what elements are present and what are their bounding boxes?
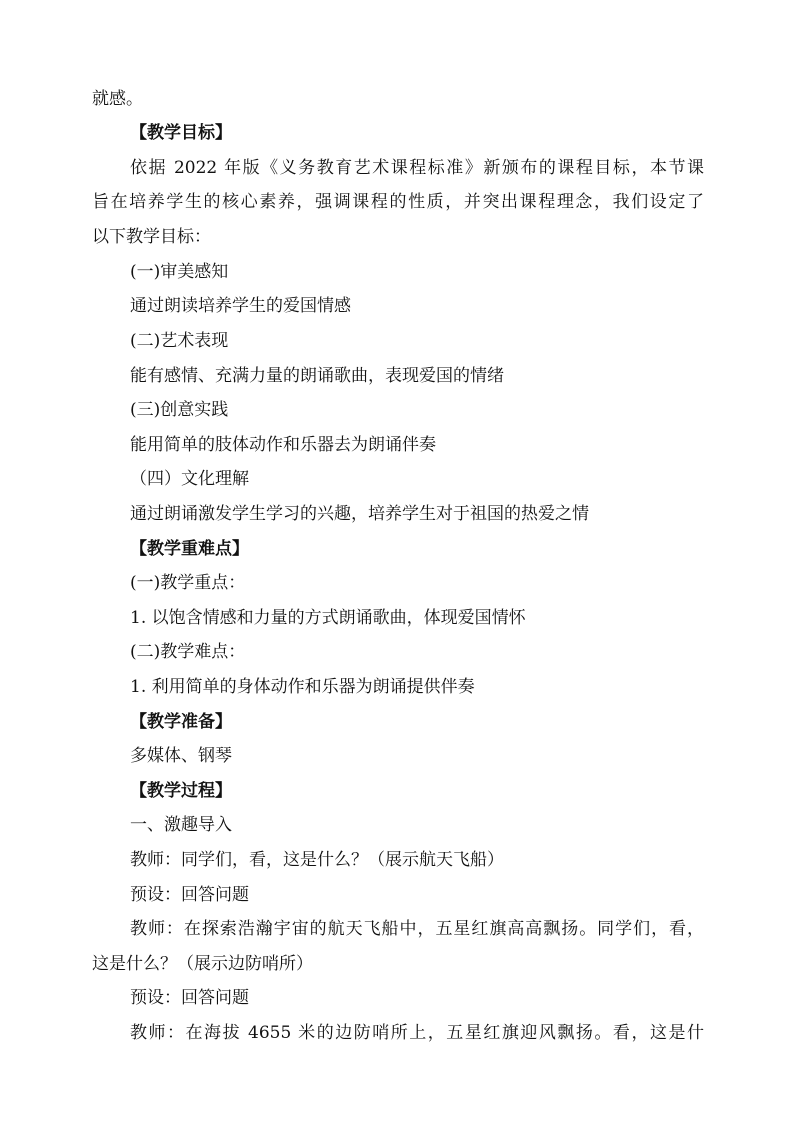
goal-1-text: 通过朗读培养学生的爱国情感: [130, 296, 351, 316]
goal-4-text: 通过朗诵激发学生学习的兴趣，培养学生对于祖国的热爱之情: [130, 504, 589, 524]
section-heading-process: 【教学过程】: [130, 781, 232, 801]
answer-line-1: 预设：回答问题: [130, 885, 249, 905]
key-point-2-title: (二)教学难点：: [130, 642, 246, 662]
goal-4-title: （四）文化理解: [130, 469, 249, 489]
key-point-1-text: 1. 以饱含情感和力量的方式朗诵歌曲，体现爱国情怀: [130, 608, 526, 628]
goals-intro-line-2: 旨在培养学生的核心素养，强调课程的性质，并突出课程理念，我们设定了: [92, 192, 704, 212]
section-heading-preparation: 【教学准备】: [130, 712, 232, 732]
goal-3-text: 能用简单的肢体动作和乐器去为朗诵伴奏: [130, 435, 436, 455]
answer-line-2: 预设：回答问题: [130, 988, 249, 1008]
goal-2-title: (二)艺术表现: [130, 331, 229, 351]
key-point-2-text: 1. 利用简单的身体动作和乐器为朗诵提供伴奏: [130, 677, 475, 697]
teacher-line-2b: 这是什么？（展示边防哨所）: [92, 954, 313, 974]
goals-intro-line-3: 以下教学目标：: [92, 227, 211, 247]
section-heading-key-points: 【教学重难点】: [130, 539, 249, 559]
process-step-1: 一、激趣导入: [130, 815, 232, 835]
section-heading-goals: 【教学目标】: [130, 123, 232, 143]
teacher-line-2a: 教师：在探索浩瀚宇宙的航天飞船中，五星红旗高高飘扬。同学们，看，: [130, 919, 704, 939]
goal-3-title: (三)创意实践: [130, 400, 229, 420]
preparation-text: 多媒体、钢琴: [130, 746, 232, 766]
goal-2-text: 能有感情、充满力量的朗诵歌曲，表现爱国的情绪: [130, 366, 504, 386]
teacher-line-1: 教师：同学们，看，这是什么？（展示航天飞船）: [130, 850, 504, 870]
goals-intro-line-1: 依据 2022 年版《义务教育艺术课程标准》新颁布的课程目标，本节课: [130, 158, 704, 178]
goal-1-title: (一)审美感知: [130, 262, 229, 282]
paragraph-tail: 就感。: [92, 89, 143, 109]
teacher-line-3a: 教师：在海拔 4655 米的边防哨所上，五星红旗迎风飘扬。看，这是什: [130, 1023, 704, 1043]
key-point-1-title: (一)教学重点：: [130, 573, 246, 593]
